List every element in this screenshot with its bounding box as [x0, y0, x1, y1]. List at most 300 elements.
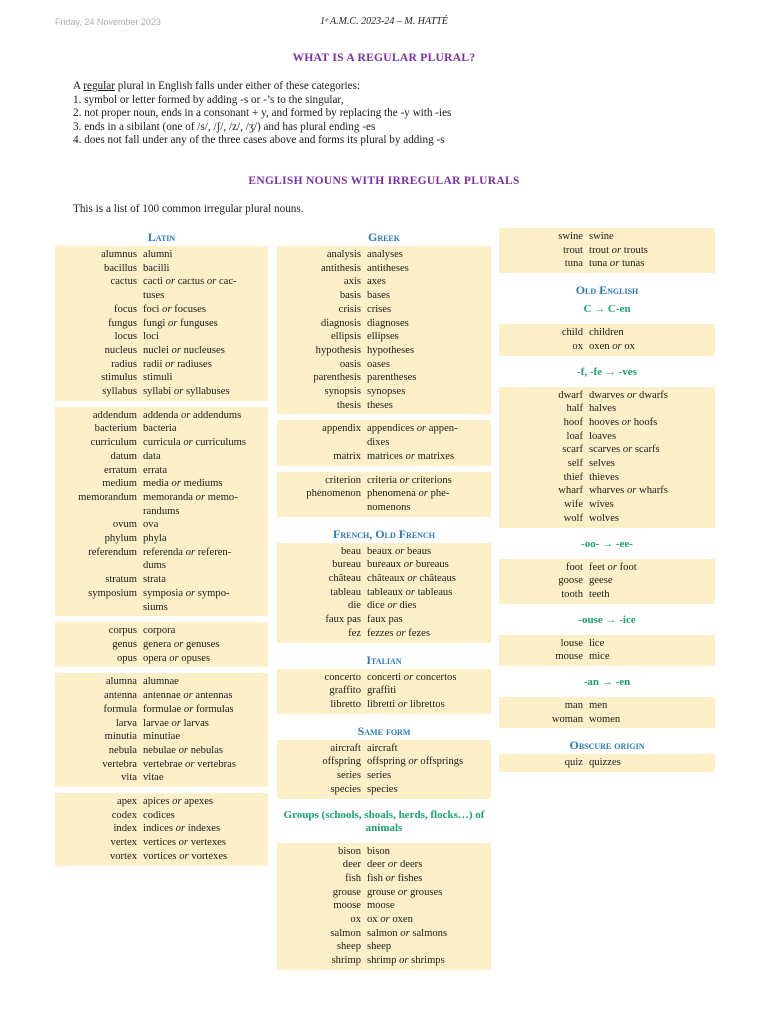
section-heading: Obscure origin	[569, 738, 645, 753]
or-conjunction: or	[183, 703, 194, 715]
plural-form: women	[589, 713, 621, 725]
noun-row	[499, 588, 715, 602]
noun-row	[277, 317, 491, 331]
or-conjunction: or	[169, 652, 179, 664]
singular-form: bison	[338, 845, 361, 857]
or-conjunction: or	[418, 488, 428, 500]
singular-form: larva	[115, 717, 137, 729]
singular-form: woman	[551, 713, 583, 725]
plural-form: bacilli	[143, 262, 170, 274]
noun-row	[499, 416, 715, 430]
plural-form: selves	[589, 458, 615, 470]
plural-form: loaves	[589, 430, 617, 442]
or-conjunction: or	[185, 758, 195, 770]
singular-form: louse	[560, 637, 583, 649]
singular-form: phylum	[104, 533, 137, 545]
singular-form	[55, 559, 143, 573]
word-group	[277, 472, 491, 517]
plural-form: memoranda or memo-	[143, 491, 238, 503]
noun-row	[499, 650, 715, 664]
plural-form: species	[367, 783, 398, 795]
singular-form: stratum	[105, 574, 137, 586]
noun-row	[277, 436, 491, 450]
singular-form: index	[113, 823, 137, 835]
noun-row	[55, 371, 268, 385]
singular-form: referendum	[88, 546, 137, 558]
plural-form: trout or trouts	[589, 244, 648, 256]
singular-form: erratum	[104, 464, 137, 476]
noun-row	[499, 756, 715, 770]
plural-form: criteria or criterions	[367, 474, 452, 486]
section-heading: Same form	[357, 723, 411, 738]
plural-form: bacteria	[143, 423, 177, 435]
noun-row	[55, 275, 268, 289]
or-conjunction: or	[178, 837, 189, 849]
intro-line	[73, 80, 713, 94]
singular-form: ox	[350, 914, 361, 926]
singular-form: half	[566, 403, 583, 415]
singular-form: salmon	[330, 927, 361, 939]
word-group	[277, 740, 491, 799]
plural-form: nuclei or nucleuses	[143, 344, 225, 356]
plural-form: matrices or matrixes	[367, 450, 455, 462]
noun-row	[55, 491, 268, 505]
singular-form: trout	[562, 244, 583, 256]
noun-row	[55, 809, 268, 823]
plural-form: codices	[143, 809, 175, 821]
noun-row	[277, 262, 491, 276]
plural-form: phenomena or phe-	[367, 488, 450, 500]
plural-form: concerti or concertos	[367, 671, 457, 683]
intro-pre: A	[73, 80, 84, 92]
plural-form: hooves or hoofs	[589, 416, 658, 428]
plural-form: opera or opuses	[143, 652, 211, 664]
or-conjunction: or	[407, 573, 417, 585]
or-conjunction: or	[172, 796, 182, 808]
singular-form	[55, 505, 143, 519]
plural-form: fungi or funguses	[143, 317, 218, 329]
plural-form: randums	[143, 505, 180, 517]
plural-form: dixes	[367, 437, 390, 449]
or-conjunction: or	[399, 474, 410, 486]
plural-form: geese	[589, 575, 613, 587]
plural-form: oases	[367, 358, 390, 370]
singular-form: moose	[333, 900, 361, 912]
noun-row	[499, 457, 715, 471]
or-conjunction: or	[609, 258, 620, 270]
noun-row	[277, 572, 491, 586]
singular-form	[277, 501, 367, 515]
noun-row	[55, 836, 268, 850]
plural-form: thieves	[589, 471, 620, 483]
singular-form: ox	[572, 340, 583, 352]
noun-row	[277, 742, 491, 756]
singular-form	[55, 289, 143, 303]
noun-row	[277, 899, 491, 913]
noun-row	[277, 501, 491, 515]
singular-form: mouse	[555, 651, 583, 663]
section-heading: French, Old French	[333, 526, 435, 541]
noun-row	[277, 289, 491, 303]
singular-form: grouse	[332, 886, 361, 898]
subsection-heading: -oo- → -ee-	[581, 537, 633, 550]
intro-underlined: regular	[83, 80, 115, 92]
or-conjunction: or	[178, 744, 189, 756]
plural-form: theses	[367, 399, 393, 411]
subsection-heading: -ouse → -ice	[578, 613, 636, 626]
word-group	[277, 843, 491, 970]
or-conjunction: or	[405, 450, 415, 462]
word-group	[499, 697, 715, 728]
plural-form: graffiti	[367, 685, 397, 697]
noun-row	[55, 518, 268, 532]
plural-form: châteaux or châteaus	[367, 573, 456, 585]
noun-row	[277, 303, 491, 317]
or-conjunction: or	[626, 389, 637, 401]
or-conjunction: or	[171, 478, 181, 490]
noun-row	[277, 671, 491, 685]
singular-form: thief	[563, 471, 583, 483]
singular-form: wife	[564, 499, 583, 511]
or-conjunction: or	[185, 587, 196, 599]
or-conjunction: or	[173, 386, 184, 398]
plural-form: antitheses	[367, 262, 409, 274]
noun-row	[499, 430, 715, 444]
noun-row	[55, 477, 268, 491]
plural-form: shrimp or shrimps	[367, 955, 445, 967]
singular-form: man	[564, 700, 583, 712]
noun-row	[55, 505, 268, 519]
plural-form: scarves or scarfs	[589, 444, 660, 456]
or-conjunction: or	[400, 927, 410, 939]
intro-text	[73, 80, 713, 148]
noun-row	[499, 244, 715, 258]
word-group	[277, 246, 491, 414]
noun-row	[55, 795, 268, 809]
plural-form: genera or genuses	[143, 638, 220, 650]
singular-form: matrix	[333, 450, 361, 462]
singular-form: shrimp	[331, 955, 361, 967]
noun-row	[277, 954, 491, 968]
noun-row	[55, 730, 268, 744]
plural-form: indices or indexes	[143, 823, 221, 835]
singular-form: symposium	[88, 587, 137, 599]
noun-row	[499, 402, 715, 416]
plural-form: quizzes	[589, 757, 621, 769]
singular-form: hoof	[563, 416, 583, 428]
noun-row	[277, 399, 491, 413]
singular-form: antenna	[104, 690, 137, 702]
word-group	[499, 635, 715, 666]
or-conjunction: or	[206, 276, 217, 288]
word-group	[499, 387, 715, 528]
noun-row	[499, 498, 715, 512]
noun-row	[499, 561, 715, 575]
plural-form: vitae	[143, 772, 164, 784]
noun-row	[277, 755, 491, 769]
intro-item: 2. not proper noun, ends in a consonant + y, and formed by replacing the -y with -ies	[73, 107, 452, 120]
plural-form: diagnoses	[367, 317, 409, 329]
noun-row	[55, 758, 268, 772]
or-conjunction: or	[183, 690, 193, 702]
singular-form: graffito	[329, 685, 361, 697]
noun-row	[55, 771, 268, 785]
noun-row	[55, 587, 268, 601]
singular-form: apex	[117, 796, 137, 808]
singular-form: dwarf	[558, 389, 583, 401]
plural-form: tuna or tunas	[589, 258, 645, 270]
plural-form: sheep	[367, 941, 392, 953]
plural-form: bureaux or bureaus	[367, 559, 449, 571]
noun-row	[55, 464, 268, 478]
noun-row	[499, 713, 715, 727]
singular-form: syllabus	[102, 386, 137, 398]
plural-form: phyla	[143, 533, 167, 545]
singular-form: minutia	[104, 731, 137, 743]
noun-row	[55, 689, 268, 703]
plural-form: bison	[367, 845, 390, 857]
word-group	[55, 793, 268, 866]
plural-form: stimuli	[143, 372, 173, 384]
plural-form: faux pas	[367, 614, 403, 626]
plural-form: errata	[143, 464, 168, 476]
noun-row	[55, 436, 268, 450]
plural-form: dums	[143, 560, 166, 572]
plural-form: formulae or formulas	[143, 703, 234, 715]
noun-row	[55, 717, 268, 731]
singular-form: focus	[114, 303, 137, 315]
plural-form: feet or foot	[589, 561, 637, 573]
plural-form: men	[589, 700, 608, 712]
noun-row	[55, 601, 268, 615]
plural-form: parentheses	[367, 372, 417, 384]
plural-form: aircraft	[367, 742, 398, 754]
singular-form: thesis	[336, 399, 361, 411]
singular-form: concerto	[324, 671, 361, 683]
plural-form: data	[143, 450, 161, 462]
singular-form: scarf	[562, 444, 583, 456]
noun-row	[277, 474, 491, 488]
plural-form: oxen or ox	[589, 340, 635, 352]
plural-form: tuses	[143, 290, 165, 302]
plural-form: media or mediums	[143, 478, 223, 490]
or-conjunction: or	[405, 586, 415, 598]
word-group	[499, 754, 715, 772]
word-group	[499, 324, 715, 355]
noun-row	[499, 699, 715, 713]
singular-form: curriculum	[90, 437, 137, 449]
plural-form: swine	[589, 231, 614, 242]
plural-form: libretti or librettos	[367, 698, 445, 710]
noun-row	[277, 275, 491, 289]
plural-form: vertebrae or vertebras	[143, 758, 236, 770]
noun-row	[55, 652, 268, 666]
noun-row	[277, 913, 491, 927]
noun-row	[55, 546, 268, 560]
plural-form: cacti or cactus or cac-	[143, 276, 237, 288]
plural-form: bases	[367, 290, 390, 302]
or-conjunction: or	[179, 850, 189, 862]
noun-row	[499, 484, 715, 498]
plural-form: foci or focuses	[143, 303, 206, 315]
singular-form: opus	[116, 652, 137, 664]
singular-form: wolf	[563, 512, 583, 524]
header-course: 1ᵉ A.M.C. 2023-24 – M. HATTÉ	[320, 16, 448, 27]
title-irregular-plurals: ENGLISH NOUNS WITH IRREGULAR PLURALS	[248, 175, 520, 187]
plural-form: beaux or beaus	[367, 545, 432, 557]
header-date: Friday, 24 November 2023	[55, 17, 161, 27]
noun-row	[277, 872, 491, 886]
singular-form: offspring	[322, 756, 361, 768]
section-heading: Italian	[366, 652, 402, 667]
singular-form: swine	[558, 231, 583, 242]
singular-form: fez	[348, 627, 361, 639]
or-conjunction: or	[612, 340, 622, 352]
noun-row	[55, 744, 268, 758]
noun-row	[55, 409, 268, 423]
noun-row	[277, 344, 491, 358]
word-group	[55, 407, 268, 617]
singular-form: quiz	[564, 757, 583, 769]
singular-form: nebula	[108, 744, 137, 756]
or-conjunction: or	[180, 409, 191, 421]
or-conjunction: or	[165, 358, 175, 370]
singular-form: corpus	[108, 625, 137, 637]
or-conjunction: or	[171, 344, 181, 356]
or-conjunction: or	[171, 717, 181, 729]
column-1	[55, 228, 268, 872]
plural-form: lice	[589, 637, 605, 649]
singular-form: datum	[110, 450, 137, 462]
noun-row	[55, 289, 268, 303]
noun-row	[499, 471, 715, 485]
singular-form: château	[328, 573, 361, 585]
subsection-heading: C → C-en	[583, 303, 631, 316]
noun-row	[277, 698, 491, 712]
noun-row	[277, 599, 491, 613]
or-conjunction: or	[621, 416, 632, 428]
singular-form: analysis	[326, 249, 361, 260]
plural-form: deer or deers	[367, 859, 423, 871]
noun-row	[277, 586, 491, 600]
plural-form: halves	[589, 403, 617, 415]
noun-row	[55, 330, 268, 344]
singular-form: synopsis	[324, 386, 361, 398]
singular-form: codex	[111, 809, 137, 821]
or-conjunction: or	[195, 491, 206, 503]
noun-row	[499, 230, 715, 244]
noun-row	[277, 940, 491, 954]
singular-form: vortex	[109, 850, 137, 862]
or-conjunction: or	[626, 485, 637, 497]
singular-form: radius	[111, 358, 137, 370]
plural-form: moose	[367, 900, 395, 912]
noun-row	[55, 303, 268, 317]
singular-form: child	[561, 327, 583, 339]
plural-form: series	[367, 770, 392, 782]
plural-form: wolves	[589, 512, 620, 524]
word-group	[499, 559, 715, 604]
plural-form: larvae or larvas	[143, 717, 209, 729]
singular-form: hypothesis	[315, 344, 361, 356]
singular-form: antithesis	[320, 262, 361, 274]
noun-row	[55, 262, 268, 276]
plural-form: mice	[589, 651, 610, 663]
plural-form: appendices or appen-	[367, 423, 458, 435]
noun-row	[55, 559, 268, 573]
singular-form: tuna	[564, 258, 583, 270]
plural-form: alumnae	[143, 676, 179, 688]
noun-row	[277, 358, 491, 372]
plural-form: fezzes or fezes	[367, 627, 430, 639]
or-conjunction: or	[387, 600, 397, 612]
singular-form: libretto	[330, 698, 361, 710]
or-conjunction: or	[175, 823, 186, 835]
singular-form: vita	[121, 772, 137, 784]
singular-form: vertebra	[102, 758, 137, 770]
plural-form: loci	[143, 331, 159, 343]
noun-row	[277, 769, 491, 783]
singular-form: addendum	[92, 409, 137, 421]
singular-form: tableau	[330, 586, 361, 598]
intro-post: plural in English falls under either of these categories:	[114, 80, 361, 92]
subsection-heading: -f, -fe → -ves	[577, 365, 637, 378]
plural-form: dice or dies	[367, 600, 417, 612]
singular-form: goose	[558, 575, 583, 587]
noun-row	[499, 340, 715, 354]
singular-form: oasis	[339, 358, 361, 370]
plural-form: fish or fishes	[367, 872, 423, 884]
noun-row	[55, 358, 268, 372]
singular-form: loaf	[566, 430, 583, 442]
noun-row	[55, 822, 268, 836]
singular-form: appendix	[322, 423, 361, 435]
word-group	[55, 622, 268, 667]
or-conjunction: or	[185, 546, 196, 558]
plural-form: wharves or wharfs	[589, 485, 668, 497]
noun-row	[499, 326, 715, 340]
plural-form: referenda or referen-	[143, 546, 232, 558]
noun-row	[55, 624, 268, 638]
noun-row	[277, 558, 491, 572]
singular-form: species	[330, 783, 361, 795]
noun-row	[277, 783, 491, 797]
singular-form: foot	[565, 561, 583, 573]
singular-form: stimulus	[101, 372, 137, 384]
noun-row	[55, 422, 268, 436]
word-group	[55, 673, 268, 787]
plural-form: crises	[367, 303, 392, 315]
or-conjunction: or	[183, 437, 193, 449]
noun-row	[55, 850, 268, 864]
singular-form: parenthesis	[313, 372, 361, 384]
noun-row	[55, 385, 268, 399]
plural-form: nomenons	[367, 501, 411, 513]
plural-form: alumni	[143, 249, 173, 260]
noun-row	[55, 317, 268, 331]
word-group	[277, 669, 491, 714]
singular-form: wharf	[558, 485, 583, 497]
or-conjunction: or	[397, 698, 408, 710]
singular-form: sheep	[336, 941, 361, 953]
section-heading: Latin	[147, 230, 176, 244]
word-group	[55, 246, 268, 401]
section-heading: Old English	[575, 283, 639, 298]
column-2	[277, 228, 491, 976]
plural-form: salmon or salmons	[367, 927, 448, 939]
word-group	[499, 228, 715, 273]
plural-form: vortices or vortexes	[143, 850, 228, 862]
